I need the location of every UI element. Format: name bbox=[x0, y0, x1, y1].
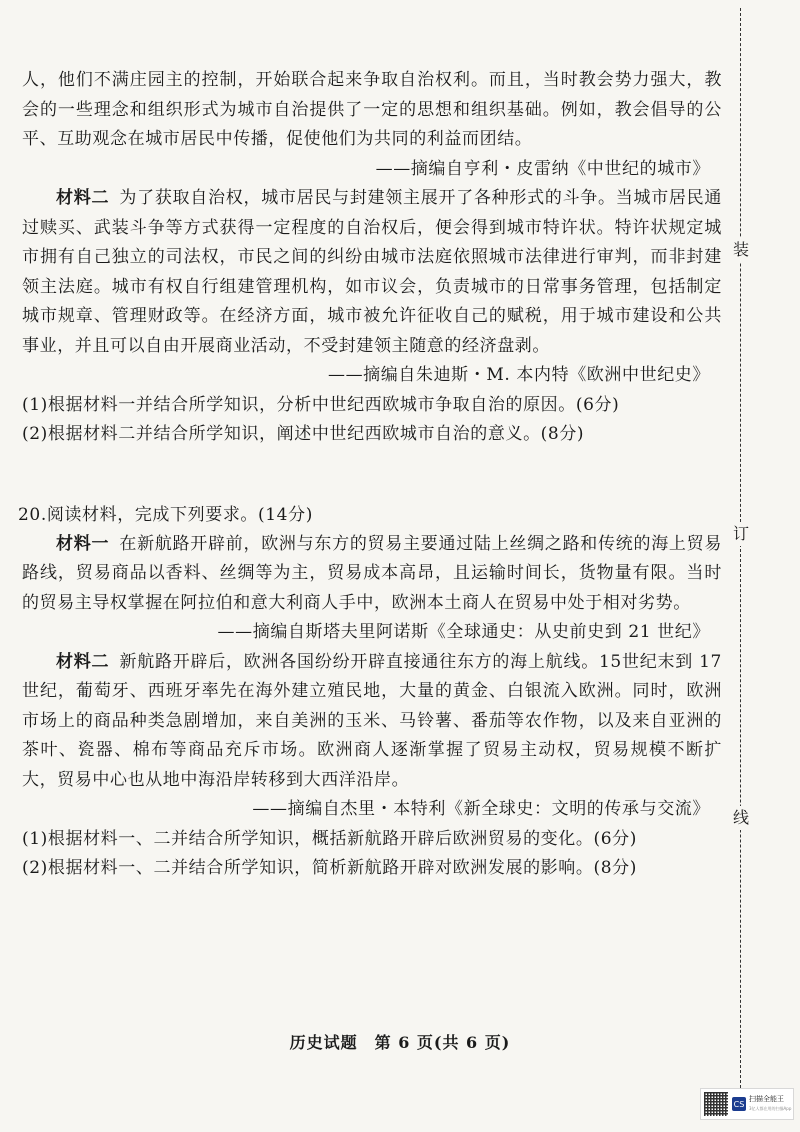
scanner-label bbox=[749, 1095, 791, 1113]
material-text: 为了获取自治权，城市居民与封建领主展开了各种形式的斗争。当城市居民通过赎买、武装斗争等方式获得一定程度的自治权后，便会得到城市特许状。特许状规定城市拥有自己独立的司法权，市民之间的纠纷由城市法庭依照城市法律进行审判，而非封建领主法庭。城市有权自行组建管理机构，如市议会，负责城市的日常事务管理，包括制定城市规章、管理财政等。在经济方面，城市被允许征收自己的赋税，用于城市建设和公共事业，并且可以自由开展商业活动，不受封建领主随意的经济盘剥。 bbox=[22, 188, 722, 356]
source-citation: ——摘编自亨利・皮雷纳《中世纪的城市》 bbox=[375, 158, 710, 179]
q19-subquestion-2: (2)根据材料二并结合所学知识，阐述中世纪西欧城市自治的意义。(8分) bbox=[22, 423, 585, 444]
material-label: 材料二 bbox=[56, 651, 110, 672]
material-text: 在新航路开辟前，欧洲与东方的贸易主要通过陆上丝绸之路和传统的海上贸易路线，贸易商品以香料、丝绸等为主，贸易成本高昂，且运输时间长，货物量有限。当时的贸易主导权掌握在阿拉伯和意大利商人手中，欧洲本土商人在贸易中处于相对劣势。 bbox=[22, 533, 722, 613]
scanner-tagline: 3亿人都在用的扫描App bbox=[749, 1106, 792, 1111]
qr-code-icon bbox=[704, 1092, 728, 1116]
q20-material-1 bbox=[22, 530, 722, 619]
binding-char-zhuang: 装 bbox=[733, 238, 749, 262]
scanner-name: 扫描全能王 bbox=[749, 1095, 784, 1103]
source-citation: ——摘编自朱迪斯・M. 本内特《欧洲中世纪史》 bbox=[327, 365, 710, 385]
q20-heading: 20.阅读材料，完成下列要求。(14分) bbox=[18, 504, 313, 525]
q20-subquestion-1: (1)根据材料一、二并结合所学知识，概括新航路开辟后欧洲贸易的变化。(6分) bbox=[22, 828, 637, 849]
q20-subquestion-2: (2)根据材料一、二并结合所学知识，简析新航路开辟对欧洲发展的影响。(8分) bbox=[22, 857, 637, 878]
material-label: 材料二 bbox=[56, 188, 110, 208]
material-text-continuation: 人，他们不满庄园主的控制，开始联合起来争取自治权利。而且，当时教会势力强大，教会的一些理念和组织形式为城市自治提供了一定的思想和组织基础。例如，教会倡导的公平、互助观念在城市居民中传播，促使他们为共同的利益而团结。 bbox=[22, 70, 722, 149]
binding-char-xian: 线 bbox=[733, 806, 749, 830]
binding-char-ding: 订 bbox=[733, 522, 749, 546]
q20-material-2 bbox=[22, 648, 722, 796]
question-content bbox=[18, 66, 722, 883]
answer-gap bbox=[22, 449, 722, 501]
binding-dashed-line bbox=[740, 8, 741, 1088]
scanner-watermark bbox=[700, 1088, 794, 1120]
q19-material-2 bbox=[22, 184, 722, 361]
source-citation: ——摘编自斯塔夫里阿诺斯《全球通史：从史前史到 21 世纪》 bbox=[217, 622, 710, 642]
scanner-logo: CS bbox=[732, 1097, 746, 1111]
q19-subquestion-1: (1)根据材料一并结合所学知识，分析中世纪西欧城市争取自治的原因。(6分) bbox=[22, 394, 620, 415]
material-label: 材料一 bbox=[56, 533, 110, 554]
material-text: 新航路开辟后，欧洲各国纷纷开辟直接通往东方的海上航线。15世纪末到 17 世纪，葡萄牙、西班牙率先在海外建立殖民地，大量的黄金、白银流入欧洲。同时，欧洲市场上的商品种类急剧增加，来自美洲的玉米、马铃薯、番茄等农作物，以及来自亚洲的茶叶、瓷器、棉布等商品充斥市场。欧洲商人逐渐掌握了贸易主动权，贸易规模不断扩大，贸易中心也从地中海沿岸转移到大西洋沿岸。 bbox=[22, 651, 722, 790]
source-citation: ——摘编自杰里・本特利《新全球史：文明的传承与交流》 bbox=[252, 799, 710, 819]
page-footer: 历史试题 第 6 页(共 6 页) bbox=[289, 1033, 511, 1052]
